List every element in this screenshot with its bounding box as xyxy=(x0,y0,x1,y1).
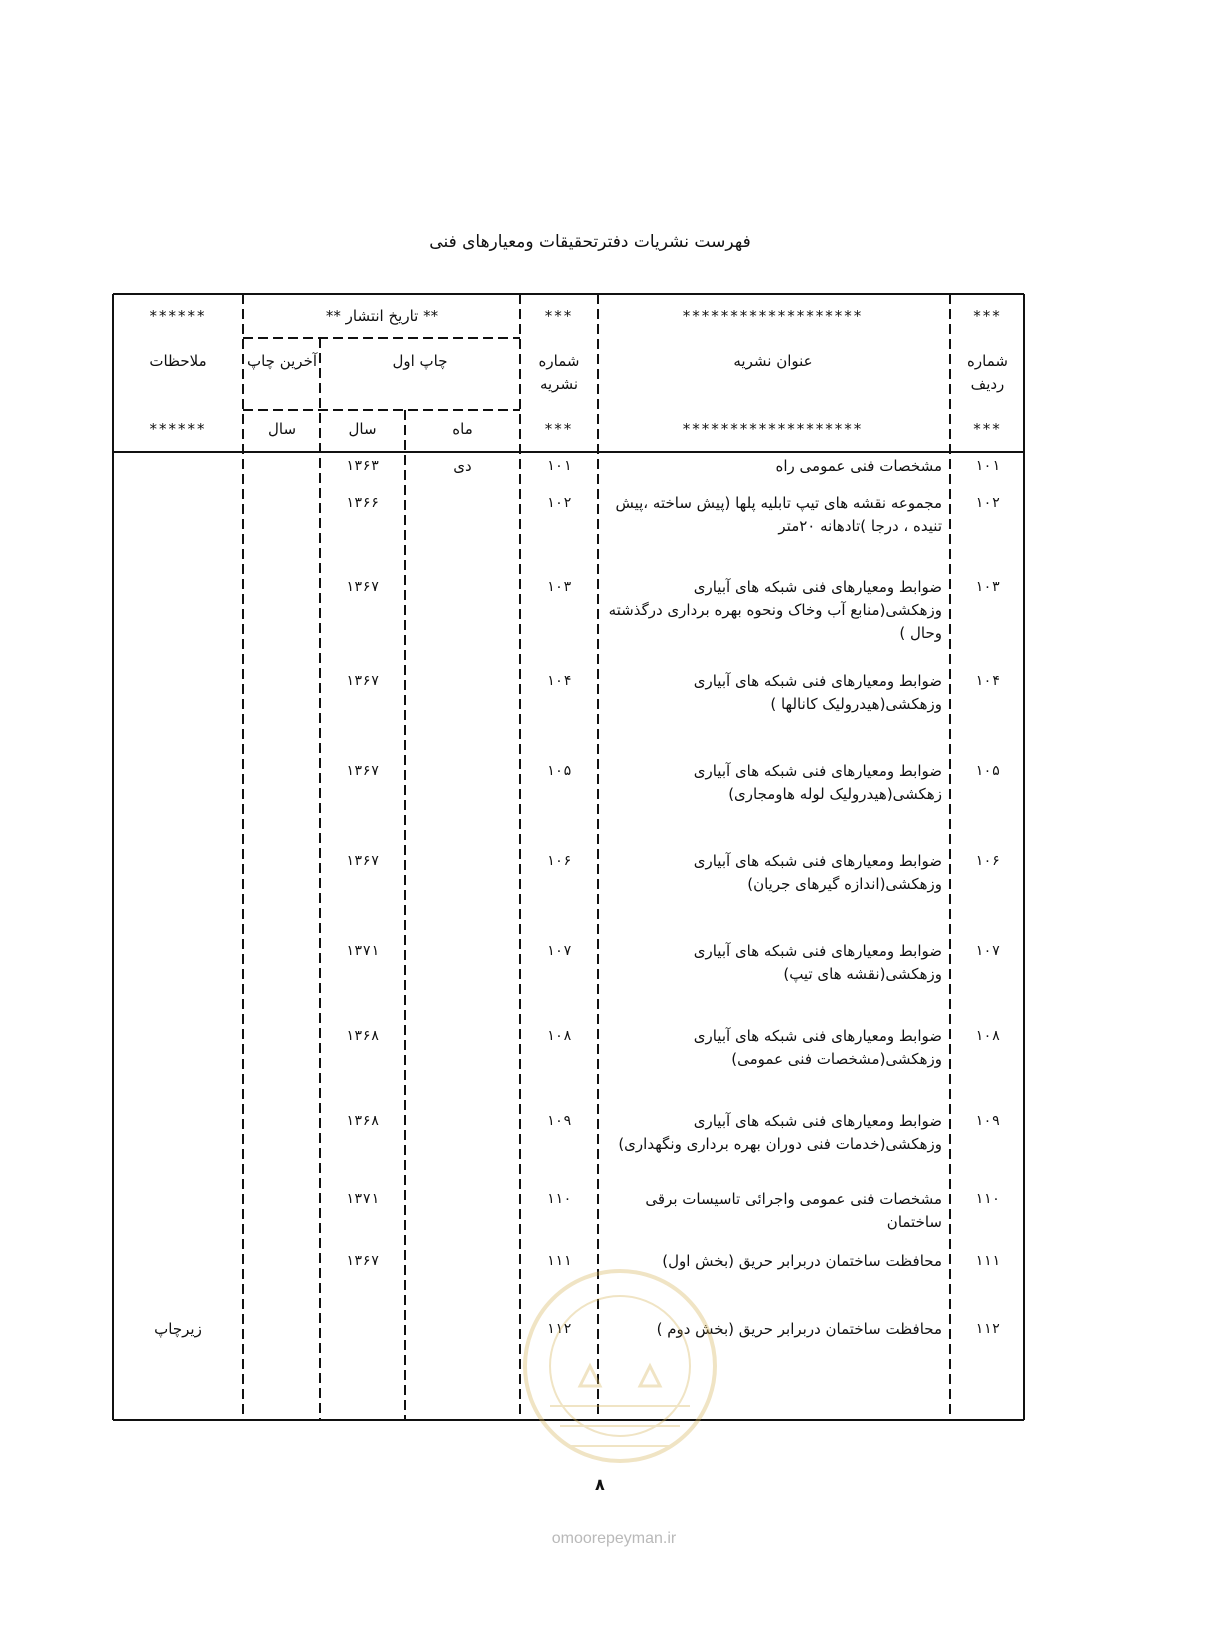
notes-cell: زیرچاپ xyxy=(154,1320,202,1338)
header-stars2-notes: ****** xyxy=(149,420,207,438)
header-stars-title: ******************* xyxy=(682,307,864,325)
header-row-no: شماره ردیف xyxy=(967,352,1008,393)
header-notes: ملاحظات xyxy=(149,352,207,370)
first-print-year: ۱۳۶۷ xyxy=(345,579,380,595)
header-stars-notes: ****** xyxy=(149,307,207,325)
page-title: فهرست نشریات دفترتحقیقات ومعیارهای فنی xyxy=(429,232,751,252)
publication-number: ۱۰۹ xyxy=(546,1113,572,1129)
first-print-year: ۱۳۶۳ xyxy=(345,458,380,474)
publication-number: ۱۰۱ xyxy=(546,458,572,474)
row-number: ۱۱۲ xyxy=(974,1321,1001,1337)
publication-number: ۱۰۷ xyxy=(546,943,572,959)
publication-title: مجموعه نقشه های تیپ تابلیه پلها (پیش ساخته ،پیش تنیده ، درجا )تادهانه ۲۰متر xyxy=(615,494,942,535)
row-number: ۱۰۸ xyxy=(974,1028,1001,1044)
header-first-print: چاپ اول xyxy=(392,352,448,370)
first-print-month: دی xyxy=(453,457,472,475)
row-number: ۱۰۲ xyxy=(974,495,1001,511)
header-stars-row: *** xyxy=(973,307,1002,325)
publication-number: ۱۱۲ xyxy=(546,1321,572,1337)
row-number: ۱۱۱ xyxy=(974,1253,1001,1269)
header-title: عنوان نشریه xyxy=(733,352,813,370)
publication-number: ۱۰۲ xyxy=(546,495,572,511)
header-stars2-row: *** xyxy=(973,420,1002,438)
publication-title: ضوابط ومعیارهای فنی شبکه های آبیاری وزهکشی(مشخصات فنی عمومی) xyxy=(693,1027,942,1068)
row-number: ۱۰۹ xyxy=(974,1113,1001,1129)
first-print-year: ۱۳۶۷ xyxy=(345,673,380,689)
publication-number: ۱۰۳ xyxy=(546,579,572,595)
header-year-last: سال xyxy=(267,420,297,438)
watermark-url: omoorepeyman.ir xyxy=(551,1530,677,1547)
row-number: ۱۰۱ xyxy=(974,458,1001,474)
first-print-year: ۱۳۶۷ xyxy=(345,853,380,869)
first-print-year: ۱۳۶۸ xyxy=(345,1028,380,1044)
header-stars-pub: *** xyxy=(544,307,574,325)
publication-title: ضوابط ومعیارهای فنی شبکه های آبیاری وزهکشی(نقشه های تیپ) xyxy=(693,942,942,983)
header-stars2-pub: *** xyxy=(544,420,574,438)
row-number: ۱۰۴ xyxy=(974,673,1001,689)
publication-title: مشخصات فنی عمومی واجرائی تاسیسات برقی ساختمان xyxy=(645,1190,942,1231)
first-print-year: ۱۳۶۶ xyxy=(345,495,380,511)
header-month: ماه xyxy=(452,420,473,438)
first-print-year: ۱۳۷۱ xyxy=(345,943,380,959)
publication-title: ضوابط ومعیارهای فنی شبکه های آبیاری زهکشی(هیدرولیک لوله هاومجاری) xyxy=(693,762,942,803)
publication-title: ضوابط ومعیارهای فنی شبکه های آبیاری وزهکشی(هیدرولیک کانالها ) xyxy=(693,672,942,713)
publication-title: ضوابط ومعیارهای فنی شبکه های آبیاری وزهکشی(منابع آب وخاک ونحوه بهره برداری درگذشته وحال ) xyxy=(608,578,942,642)
publication-number: ۱۱۱ xyxy=(546,1253,572,1269)
header-stars2-title: ******************* xyxy=(682,420,864,438)
publication-number: ۱۰۶ xyxy=(546,853,572,869)
publication-number: ۱۱۰ xyxy=(546,1191,572,1207)
row-number: ۱۰۳ xyxy=(974,579,1001,595)
header-pub-date: ** تاریخ انتشار ** xyxy=(325,307,439,325)
first-print-year: ۱۳۶۸ xyxy=(345,1113,380,1129)
page-number: ۸ xyxy=(595,1475,605,1494)
publication-title: ضوابط ومعیارهای فنی شبکه های آبیاری وزهکشی(اندازه گیرهای جریان) xyxy=(693,852,942,893)
header-year-first: سال xyxy=(348,420,377,438)
publication-title: ضوابط ومعیارهای فنی شبکه های آبیاری وزهکشی(خدمات فنی دوران بهره برداری ونگهداری) xyxy=(618,1112,942,1153)
publication-number: ۱۰۴ xyxy=(546,673,572,689)
header-pub-no: شماره نشریه xyxy=(538,352,580,393)
first-print-year: ۱۳۶۷ xyxy=(345,763,380,779)
publication-number: ۱۰۵ xyxy=(546,763,572,779)
row-number: ۱۰۶ xyxy=(974,853,1001,869)
first-print-year: ۱۳۷۱ xyxy=(345,1191,380,1207)
row-number: ۱۱۰ xyxy=(974,1191,1001,1207)
row-number: ۱۰۷ xyxy=(974,943,1001,959)
header-last-print: آخرین چاپ xyxy=(246,352,318,370)
publication-title: مشخصات فنی عمومی راه xyxy=(775,457,942,475)
row-number: ۱۰۵ xyxy=(974,763,1001,779)
first-print-year: ۱۳۶۷ xyxy=(345,1253,380,1269)
publication-title: محافظت ساختمان دربرابر حریق (بخش اول) xyxy=(662,1252,942,1270)
publication-title: محافظت ساختمان دربرابر حریق (بخش دوم ) xyxy=(656,1320,942,1338)
publication-number: ۱۰۸ xyxy=(546,1028,572,1044)
